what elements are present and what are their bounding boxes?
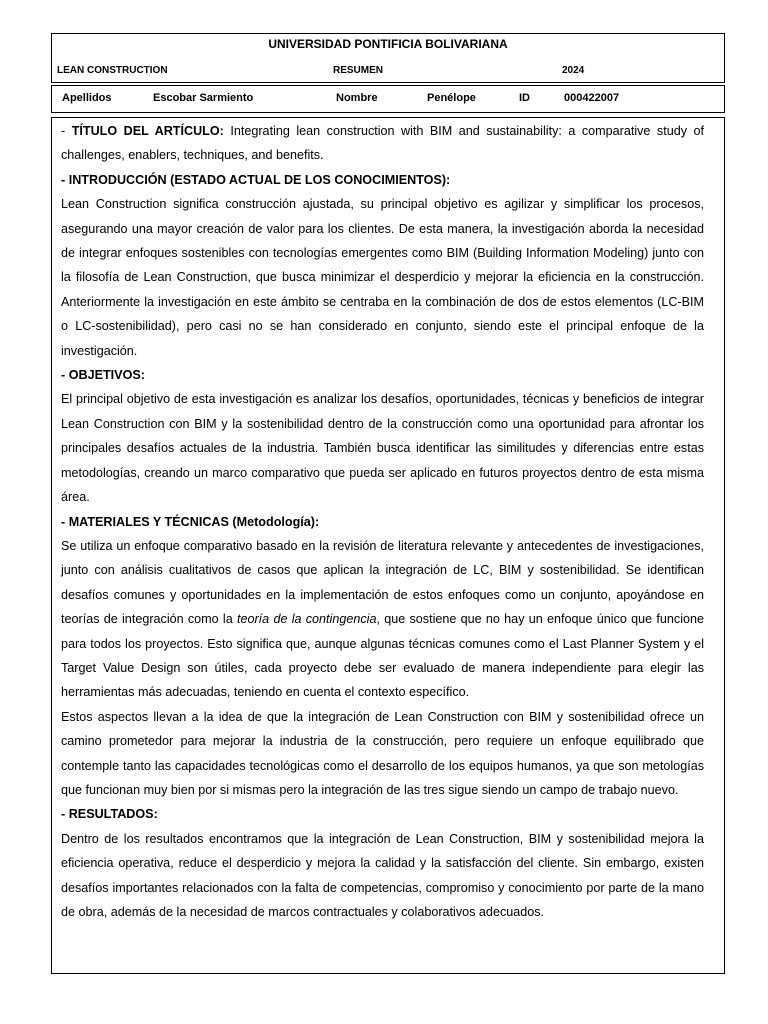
content-box: [51, 117, 725, 974]
intro-heading: - INTRODUCCIÓN (ESTADO ACTUAL DE LOS CONOCIMIENTOS):: [61, 172, 451, 187]
surname-value: Escobar Sarmiento: [153, 92, 254, 104]
header-box: [51, 33, 725, 83]
surname-label: Apellidos: [62, 92, 112, 104]
student-info-box: [51, 85, 725, 113]
results-text: Dentro de los resultados encontramos que la integración de Lean Construction, BIM y sostenibilidad mejora la eficiencia operativa, reduce el desperdicio y mejora la calidad y la satisfacción del cliente. Sin embargo, existen desafíos importantes relacionados con la falta de competencias, compromiso y conocimiento por parte de la mano de obra, además de la necesidad de marcos contractuales y colaborativos adecuados.: [61, 831, 704, 919]
objectives-heading: - OBJETIVOS:: [61, 368, 145, 383]
intro-text: Lean Construction significa construcción ajustada, su principal objetivo es agilizar y simplificar los procesos, asegurando una mayor creación de valor para los clientes. De esta manera, la investigación aborda la necesidad de integrar enfoques sostenibles con tecnologías emergentes como BIM (Building Information Modeling) junto con la filosofía de Lean Construction, que busca minimizar el desperdicio y mejorar la eficiencia en la construcción. Anteriormente la investigación en este ámbito se centraba en la combinación de dos de estos elementos (LC-BIM o LC-sostenibilidad), pero casi no se han considerado en conjunto, siendo este el principal enfoque de la investigación.: [61, 197, 704, 358]
document-type: RESUMEN: [333, 65, 384, 76]
methods-text-2: , que sostiene que no hay un enfoque único que funcione para todos los proyectos. Esto significa que, aunque algunas técnicas comunes como el Last Planner System y el Target Value Design son útiles, cada proyecto debe ser evaluado de manera independiente para elegir las herramientas más adecuadas, teniendo en cuenta el contexto específico.: [61, 612, 705, 700]
methods-text-3: Estos aspectos llevan a la idea de que la integración de Lean Construction con BIM y sostenibilidad ofrece un camino prometedor para mejorar la industria de la construcción, pero requiere un enfoque equilibrado que contemple tanto las capacidades tecnológicas como el desarrollo de los equipos humanos, ya que son metologías que funcionan muy bien por si mismas pero la integración de las tres sigue siendo un campo de trabajo nuevo.: [61, 709, 704, 797]
methods-text-1: Se utiliza un enfoque comparativo basado en la revisión de literatura relevante y antecedentes de investigaciones, junto con análisis cualitativos de casos que aplican la integración de LC, BIM y sostenibilidad. Se identifican desafíos comunes y oportunidades en la implementación de estos enfoques como un conjunto, apoyándose en teorías de integración como la: [61, 538, 704, 627]
id-value: 000422007: [564, 92, 620, 104]
objectives-text: El principal objetivo de esta investigación es analizar los desafíos, oportunidades, técnicas y beneficios de integrar Lean Construction con BIM y la sostenibilidad dentro de la construcción como una oportunidad para afrontar los principales desafíos actuales de la industria. También busca identificar las similitudes y diferencias entre estas metodologías, creando un marco comparativo que pueda ser aplicado en futuros proyectos dentro de esta misma área.: [61, 392, 704, 505]
university-title: UNIVERSIDAD PONTIFICIA BOLIVARIANA: [268, 37, 508, 51]
title-prefix: -: [61, 124, 72, 138]
methods-text-italic: teoría de la contingencia: [236, 612, 377, 627]
methods-paragraph: [61, 534, 704, 705]
course-name: LEAN CONSTRUCTION: [57, 65, 168, 76]
results-heading: - RESULTADOS:: [61, 807, 158, 822]
id-label: ID: [519, 92, 530, 104]
title-label: TÍTULO DEL ARTÍCULO:: [71, 124, 224, 138]
document-year: 2024: [562, 65, 585, 76]
methods-heading: - MATERIALES Y TÉCNICAS (Metodología):: [61, 514, 320, 529]
title-text: Integrating lean construction with BIM and sustainability: a comparative study of challenges, enablers, techniques, and benefits.: [61, 124, 705, 163]
article-title-paragraph: [61, 119, 704, 168]
article-summary: [61, 119, 704, 924]
name-label: Nombre: [336, 92, 378, 104]
name-value: Penélope: [427, 92, 476, 104]
